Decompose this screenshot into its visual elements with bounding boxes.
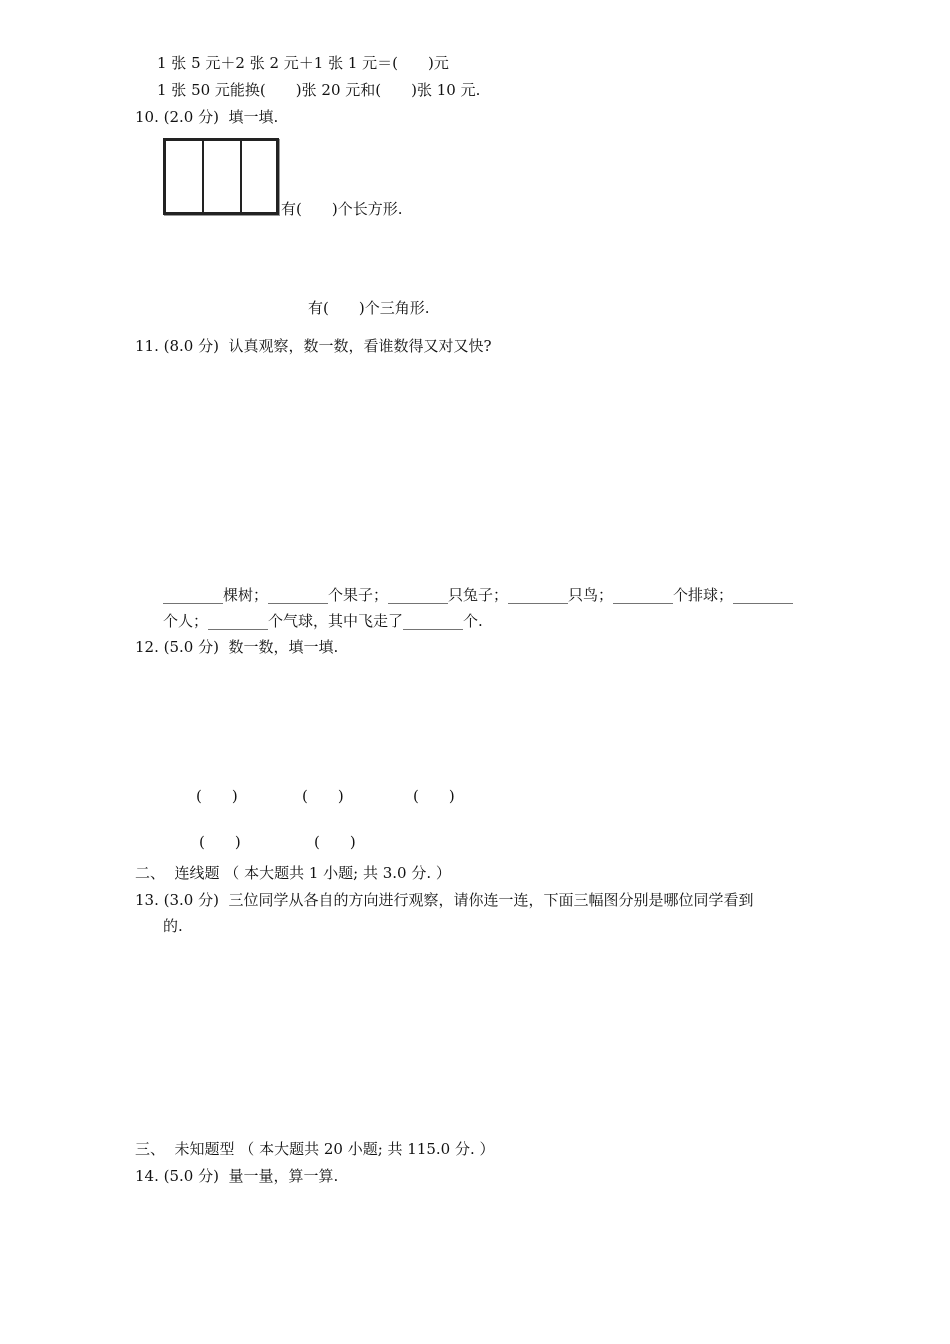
q13-stem-line-1: 13. (3.0 分) 三位同学从各自的方向进行观察，请你连一连，下面三幅图分别是哪位同学看到 [135, 891, 754, 909]
q9-line-1: 1 张 5 元＋2 张 2 元＋1 张 1 元＝( )元 [157, 54, 449, 72]
q11-stem: 11. (8.0 分) 认真观察，数一数，看谁数得又对又快? [135, 337, 492, 355]
q11-blanks-line-1: ________棵树；________个果子；________只兔子；________只鸟；________个排球；________ [163, 586, 794, 604]
q12-answer-blank: ( ) [302, 787, 344, 805]
q11-blanks-line-2: 个人；________个气球，其中飞走了________个. [163, 612, 483, 630]
q12-answer-blank: ( ) [199, 833, 241, 851]
q13-stem-line-2: 的. [163, 917, 183, 935]
rectangle-count-answer: 有( )个长方形. [281, 200, 403, 218]
q10-stem: 10. (2.0 分) 填一填. [135, 108, 279, 126]
rectangle-divider [240, 141, 242, 212]
q12-answer-blank: ( ) [413, 787, 455, 805]
section-3-heading: 三、 未知题型 （ 本大题共 20 小题; 共 115.0 分. ） [135, 1140, 495, 1158]
q12-answer-blank: ( ) [314, 833, 356, 851]
q9-line-2: 1 张 50 元能换( )张 20 元和( )张 10 元. [157, 81, 481, 99]
q12-answer-blank: ( ) [196, 787, 238, 805]
rectangle-divider [202, 141, 204, 212]
section-2-heading: 二、 连线题 （ 本大题共 1 小题; 共 3.0 分. ） [135, 864, 451, 882]
triangle-count-answer: 有( )个三角形. [308, 299, 430, 317]
q14-stem: 14. (5.0 分) 量一量，算一算. [135, 1167, 339, 1185]
rectangle-figure [163, 138, 279, 215]
q12-stem: 12. (5.0 分) 数一数，填一填. [135, 638, 339, 656]
